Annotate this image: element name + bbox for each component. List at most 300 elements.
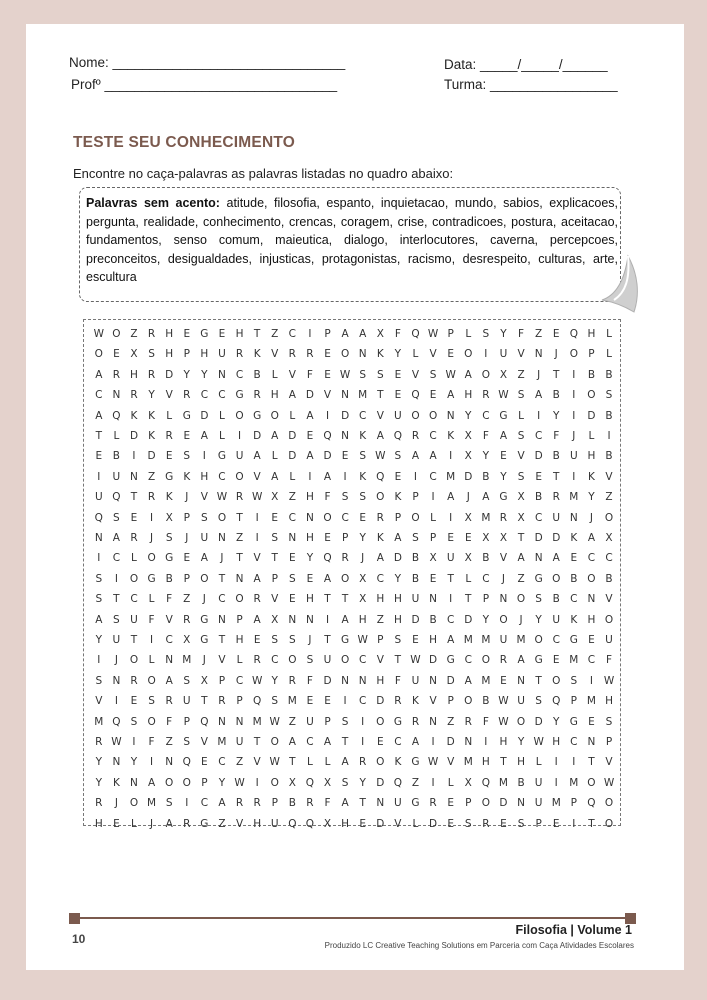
grid-letter[interactable]: U [394, 797, 402, 810]
grid-letter[interactable]: D [200, 409, 209, 422]
grid-letter[interactable]: X [323, 776, 332, 789]
grid-letter[interactable]: H [358, 613, 367, 626]
grid-letter[interactable]: Y [201, 368, 208, 381]
grid-letter[interactable]: A [341, 613, 349, 626]
grid-letter[interactable]: I [114, 572, 118, 585]
grid-letter[interactable]: Q [323, 552, 332, 565]
grid-letter[interactable]: P [605, 736, 613, 748]
grid-letter[interactable]: D [446, 736, 455, 748]
grid-letter[interactable]: X [464, 552, 472, 565]
grid-letter[interactable]: M [358, 389, 368, 402]
grid-letter[interactable]: B [482, 552, 490, 565]
grid-letter[interactable]: B [411, 552, 420, 565]
grid-letter[interactable]: U [605, 634, 613, 646]
grid-letter[interactable]: V [394, 817, 402, 830]
grid-letter[interactable]: O [182, 776, 191, 789]
grid-letter[interactable]: S [517, 817, 525, 830]
grid-letter[interactable]: A [323, 572, 332, 585]
grid-letter[interactable]: G [217, 450, 227, 463]
grid-letter[interactable]: H [393, 593, 402, 606]
grid-letter[interactable]: J [150, 817, 154, 830]
grid-letter[interactable]: N [218, 368, 226, 381]
grid-letter[interactable]: R [235, 348, 244, 361]
grid-letter[interactable]: V [376, 654, 384, 667]
grid-letter[interactable]: V [200, 736, 208, 748]
grid-letter[interactable]: A [200, 430, 208, 442]
grid-letter[interactable]: D [288, 450, 297, 463]
grid-letter[interactable]: I [607, 430, 611, 442]
grid-letter[interactable]: T [341, 736, 349, 748]
grid-letter[interactable]: S [376, 368, 384, 381]
grid-letter[interactable]: X [288, 776, 296, 789]
grid-letter[interactable]: L [306, 756, 313, 769]
grid-letter[interactable]: I [132, 450, 136, 463]
grid-letter[interactable]: S [429, 368, 437, 381]
grid-letter[interactable]: X [605, 532, 613, 544]
grid-letter[interactable]: S [359, 368, 367, 381]
grid-letter[interactable]: E [447, 348, 454, 361]
grid-letter[interactable]: A [447, 389, 455, 402]
grid-letter[interactable]: Y [394, 572, 402, 585]
grid-letter[interactable]: Q [112, 715, 121, 728]
grid-letter[interactable]: S [306, 654, 314, 667]
grid-letter[interactable]: H [235, 328, 244, 340]
grid-letter[interactable]: K [183, 470, 191, 483]
grid-letter[interactable]: J [185, 532, 189, 544]
grid-letter[interactable]: W [251, 491, 263, 504]
grid-letter[interactable]: P [412, 491, 419, 504]
grid-letter[interactable]: J [220, 552, 224, 565]
grid-letter[interactable]: I [484, 736, 488, 748]
grid-letter[interactable]: W [498, 389, 509, 402]
grid-letter[interactable]: A [288, 389, 296, 402]
grid-letter[interactable]: L [430, 511, 436, 524]
grid-letter[interactable]: H [552, 736, 561, 748]
grid-letter[interactable]: X [271, 613, 279, 626]
grid-letter[interactable]: O [481, 654, 490, 667]
grid-letter[interactable]: M [569, 654, 579, 667]
grid-letter[interactable]: R [253, 654, 261, 667]
grid-letter[interactable]: K [570, 613, 578, 626]
grid-letter[interactable]: L [465, 328, 472, 340]
grid-letter[interactable]: W [251, 674, 263, 687]
grid-letter[interactable]: H [305, 491, 314, 504]
grid-letter[interactable]: I [572, 470, 576, 483]
grid-letter[interactable]: J [501, 572, 505, 585]
grid-letter[interactable]: I [202, 450, 206, 463]
grid-letter[interactable]: K [412, 695, 419, 708]
grid-letter[interactable]: U [411, 674, 420, 687]
grid-letter[interactable]: O [604, 613, 614, 626]
grid-letter[interactable]: B [552, 389, 560, 402]
grid-letter[interactable]: D [288, 430, 297, 442]
grid-letter[interactable]: H [200, 470, 209, 483]
grid-letter[interactable]: E [271, 511, 279, 524]
grid-letter[interactable]: X [165, 511, 173, 524]
grid-letter[interactable]: L [535, 756, 542, 769]
grid-letter[interactable]: Q [200, 715, 209, 728]
grid-letter[interactable]: Q [288, 817, 297, 830]
grid-letter[interactable]: B [482, 470, 490, 483]
grid-letter[interactable]: N [376, 797, 385, 810]
grid-letter[interactable]: T [218, 634, 226, 646]
grid-letter[interactable]: Y [553, 715, 560, 728]
grid-letter[interactable]: O [552, 572, 561, 585]
grid-letter[interactable]: C [376, 572, 384, 585]
grid-letter[interactable]: G [446, 654, 455, 667]
grid-letter[interactable]: Y [500, 328, 507, 340]
grid-letter[interactable]: I [185, 797, 189, 810]
grid-letter[interactable]: C [218, 389, 226, 402]
grid-letter[interactable]: G [569, 715, 578, 728]
grid-letter[interactable]: V [499, 552, 508, 565]
grid-letter[interactable]: W [269, 715, 280, 728]
grid-letter[interactable]: L [236, 654, 243, 667]
grid-letter[interactable]: Q [305, 776, 315, 789]
grid-letter[interactable]: P [465, 797, 472, 810]
grid-letter[interactable]: E [306, 695, 314, 708]
grid-letter[interactable]: L [606, 328, 612, 340]
grid-letter[interactable]: G [341, 634, 350, 646]
grid-letter[interactable]: K [165, 491, 173, 504]
grid-letter[interactable]: I [255, 532, 259, 544]
grid-letter[interactable]: P [535, 817, 542, 830]
grid-letter[interactable]: D [534, 450, 543, 463]
grid-letter[interactable]: O [217, 511, 227, 524]
grid-letter[interactable]: P [218, 674, 226, 687]
grid-letter[interactable]: G [200, 328, 209, 340]
grid-letter[interactable]: S [605, 715, 613, 728]
grid-letter[interactable]: I [132, 736, 136, 748]
grid-letter[interactable]: Q [393, 430, 403, 442]
grid-letter[interactable]: S [95, 572, 103, 585]
grid-letter[interactable]: D [429, 817, 438, 830]
grid-letter[interactable]: R [306, 797, 314, 810]
grid-letter[interactable]: J [202, 593, 206, 606]
grid-letter[interactable]: G [165, 470, 174, 483]
grid-letter[interactable]: O [481, 368, 490, 381]
grid-letter[interactable]: M [481, 634, 491, 646]
grid-letter[interactable]: Y [553, 409, 560, 422]
grid-letter[interactable]: S [341, 491, 349, 504]
grid-letter[interactable]: K [148, 409, 156, 422]
grid-letter[interactable]: E [324, 368, 331, 381]
grid-letter[interactable]: Q [253, 695, 262, 708]
grid-letter[interactable]: L [447, 776, 454, 789]
grid-letter[interactable]: E [341, 450, 349, 463]
grid-letter[interactable]: Q [552, 695, 561, 708]
grid-letter[interactable]: E [447, 817, 454, 830]
grid-letter[interactable]: P [429, 532, 437, 544]
grid-letter[interactable]: A [447, 634, 455, 646]
grid-letter[interactable]: K [394, 491, 402, 504]
grid-letter[interactable]: V [605, 593, 613, 606]
grid-letter[interactable]: Y [482, 613, 490, 626]
grid-letter[interactable]: E [359, 817, 367, 830]
grid-letter[interactable]: C [165, 634, 173, 646]
grid-letter[interactable]: O [200, 572, 209, 585]
grid-letter[interactable]: T [553, 470, 560, 483]
grid-letter[interactable]: N [534, 552, 543, 565]
grid-letter[interactable]: Y [148, 389, 155, 402]
grid-letter[interactable]: R [130, 674, 138, 687]
grid-letter[interactable]: O [340, 348, 350, 361]
grid-letter[interactable]: T [588, 756, 595, 769]
grid-letter[interactable]: B [552, 593, 560, 606]
grid-letter[interactable]: P [570, 797, 577, 810]
grid-letter[interactable]: C [394, 736, 402, 748]
grid-letter[interactable]: X [359, 593, 367, 606]
grid-letter[interactable]: V [517, 450, 525, 463]
grid-letter[interactable]: D [341, 409, 350, 422]
grid-letter[interactable]: U [200, 532, 209, 544]
grid-letter[interactable]: C [95, 389, 103, 402]
grid-letter[interactable]: H [235, 634, 244, 646]
grid-letter[interactable]: E [552, 654, 560, 667]
grid-letter[interactable]: S [359, 450, 367, 463]
grid-letter[interactable]: J [519, 613, 523, 626]
grid-letter[interactable]: I [449, 450, 453, 463]
grid-letter[interactable]: A [341, 797, 349, 810]
grid-letter[interactable]: H [376, 593, 385, 606]
grid-letter[interactable]: R [235, 491, 244, 504]
grid-letter[interactable]: H [305, 532, 314, 544]
grid-letter[interactable]: N [341, 430, 350, 442]
grid-letter[interactable]: I [308, 328, 312, 340]
grid-letter[interactable]: N [429, 715, 437, 728]
grid-letter[interactable]: K [394, 756, 402, 769]
grid-letter[interactable]: C [112, 552, 121, 565]
grid-letter[interactable]: M [287, 695, 297, 708]
grid-letter[interactable]: T [377, 389, 384, 402]
grid-letter[interactable]: D [552, 532, 561, 544]
grid-letter[interactable]: E [306, 430, 314, 442]
grid-letter[interactable]: U [569, 450, 578, 463]
grid-letter[interactable]: Z [183, 593, 191, 606]
grid-letter[interactable]: V [517, 348, 525, 361]
grid-letter[interactable]: F [394, 674, 401, 687]
grid-letter[interactable]: G [200, 613, 209, 626]
grid-letter[interactable]: B [482, 695, 490, 708]
grid-letter[interactable]: D [305, 389, 314, 402]
grid-letter[interactable]: I [361, 715, 365, 728]
grid-letter[interactable]: O [376, 715, 385, 728]
grid-letter[interactable]: R [359, 756, 367, 769]
grid-letter[interactable]: E [253, 634, 261, 646]
grid-letter[interactable]: H [341, 817, 350, 830]
grid-letter[interactable]: L [271, 368, 278, 381]
grid-letter[interactable]: A [376, 552, 384, 565]
grid-letter[interactable]: A [411, 450, 420, 463]
grid-letter[interactable]: R [165, 430, 173, 442]
grid-letter[interactable]: Y [500, 470, 507, 483]
grid-letter[interactable]: N [112, 674, 121, 687]
grid-letter[interactable]: Z [411, 776, 420, 789]
grid-letter[interactable]: X [464, 776, 472, 789]
grid-letter[interactable]: Z [271, 328, 279, 340]
grid-letter[interactable]: L [465, 572, 472, 585]
grid-letter[interactable]: G [411, 756, 420, 769]
grid-letter[interactable]: I [325, 409, 330, 422]
grid-letter[interactable]: Y [535, 613, 542, 626]
grid-letter[interactable]: O [270, 409, 279, 422]
grid-letter[interactable]: O [604, 817, 614, 830]
grid-letter[interactable]: C [218, 470, 226, 483]
grid-letter[interactable]: E [429, 572, 437, 585]
grid-letter[interactable]: R [499, 511, 508, 524]
grid-letter[interactable]: E [201, 756, 208, 769]
grid-letter[interactable]: C [235, 674, 244, 687]
grid-letter[interactable]: B [288, 797, 296, 810]
grid-letter[interactable]: M [586, 695, 596, 708]
grid-letter[interactable]: O [340, 654, 350, 667]
grid-letter[interactable]: A [165, 817, 173, 830]
grid-letter[interactable]: N [358, 348, 367, 361]
grid-letter[interactable]: N [429, 674, 437, 687]
grid-letter[interactable]: F [518, 328, 525, 340]
grid-letter[interactable]: I [308, 470, 312, 483]
grid-letter[interactable]: A [253, 613, 261, 626]
grid-letter[interactable]: T [341, 593, 349, 606]
grid-letter[interactable]: X [130, 348, 138, 361]
grid-letter[interactable]: V [288, 368, 296, 381]
grid-letter[interactable]: T [588, 817, 595, 830]
grid-letter[interactable]: Q [112, 409, 121, 422]
grid-letter[interactable]: I [484, 348, 488, 361]
grid-letter[interactable]: K [447, 430, 455, 442]
grid-letter[interactable]: U [94, 491, 103, 504]
grid-letter[interactable]: Y [130, 756, 138, 769]
grid-letter[interactable]: O [129, 572, 139, 585]
grid-letter[interactable]: L [518, 409, 524, 422]
grid-letter[interactable]: I [150, 634, 154, 646]
grid-letter[interactable]: U [112, 634, 121, 646]
grid-letter[interactable]: N [94, 532, 103, 544]
grid-letter[interactable]: S [341, 715, 349, 728]
grid-letter[interactable]: R [253, 389, 261, 402]
grid-letter[interactable]: V [253, 470, 261, 483]
grid-letter[interactable]: N [534, 348, 543, 361]
grid-letter[interactable]: K [570, 532, 578, 544]
grid-letter[interactable]: P [183, 572, 190, 585]
grid-letter[interactable]: Q [182, 756, 191, 769]
grid-letter[interactable]: R [288, 674, 296, 687]
grid-letter[interactable]: N [305, 511, 314, 524]
grid-letter[interactable]: A [535, 389, 543, 402]
grid-letter[interactable]: E [394, 368, 402, 381]
grid-letter[interactable]: O [376, 756, 385, 769]
grid-letter[interactable]: H [94, 817, 103, 830]
grid-letter[interactable]: C [359, 695, 367, 708]
grid-letter[interactable]: A [411, 736, 420, 748]
grid-letter[interactable]: O [288, 654, 297, 667]
grid-letter[interactable]: D [411, 613, 420, 626]
grid-letter[interactable]: G [182, 409, 191, 422]
grid-letter[interactable]: W [375, 450, 386, 463]
grid-letter[interactable]: U [411, 593, 420, 606]
grid-letter[interactable]: Y [359, 776, 366, 789]
grid-letter[interactable]: C [482, 409, 490, 422]
grid-letter[interactable]: X [464, 450, 472, 463]
grid-letter[interactable]: I [431, 491, 435, 504]
grid-letter[interactable]: K [130, 409, 138, 422]
grid-letter[interactable]: T [289, 756, 296, 769]
grid-letter[interactable]: U [499, 634, 508, 646]
grid-letter[interactable]: H [464, 389, 473, 402]
grid-letter[interactable]: R [288, 348, 296, 361]
grid-letter[interactable]: F [482, 430, 489, 442]
grid-letter[interactable]: I [97, 552, 101, 565]
grid-letter[interactable]: Y [394, 348, 402, 361]
grid-letter[interactable]: M [551, 797, 561, 810]
grid-letter[interactable]: A [464, 674, 472, 687]
grid-letter[interactable]: T [130, 491, 138, 504]
grid-letter[interactable]: Y [218, 776, 226, 789]
grid-letter[interactable]: N [235, 572, 244, 585]
grid-letter[interactable]: V [271, 593, 279, 606]
grid-letter[interactable]: N [429, 593, 437, 606]
grid-letter[interactable]: R [165, 695, 173, 708]
grid-letter[interactable]: O [587, 389, 596, 402]
grid-letter[interactable]: T [130, 634, 138, 646]
grid-letter[interactable]: A [306, 450, 314, 463]
grid-letter[interactable]: R [183, 389, 191, 402]
grid-letter[interactable]: M [463, 756, 473, 769]
grid-letter[interactable]: E [570, 552, 578, 565]
grid-letter[interactable]: Q [305, 817, 315, 830]
grid-letter[interactable]: K [359, 470, 367, 483]
grid-letter[interactable]: S [517, 470, 525, 483]
grid-letter[interactable]: A [147, 776, 156, 789]
grid-letter[interactable]: C [429, 430, 437, 442]
grid-letter[interactable]: R [130, 532, 138, 544]
grid-letter[interactable]: D [323, 450, 332, 463]
grid-letter[interactable]: J [361, 552, 365, 565]
grid-letter[interactable]: T [324, 634, 331, 646]
grid-letter[interactable]: C [341, 511, 349, 524]
grid-letter[interactable]: S [148, 695, 155, 708]
grid-letter[interactable]: O [481, 797, 490, 810]
grid-letter[interactable]: W [603, 674, 615, 687]
grid-letter[interactable]: L [131, 817, 137, 830]
grid-letter[interactable]: T [271, 552, 278, 565]
grid-letter[interactable]: O [129, 654, 139, 667]
grid-letter[interactable]: T [517, 532, 525, 544]
grid-letter[interactable]: U [552, 613, 561, 626]
grid-letter[interactable]: W [216, 491, 228, 504]
grid-letter[interactable]: B [411, 572, 420, 585]
grid-letter[interactable]: B [570, 572, 578, 585]
grid-letter[interactable]: A [499, 430, 508, 442]
grid-letter[interactable]: C [130, 593, 138, 606]
grid-letter[interactable]: J [589, 511, 593, 524]
grid-letter[interactable]: B [605, 450, 613, 463]
grid-letter[interactable]: Y [183, 368, 190, 381]
grid-letter[interactable]: S [570, 674, 578, 687]
grid-letter[interactable]: H [429, 634, 438, 646]
grid-letter[interactable]: W [445, 368, 456, 381]
grid-letter[interactable]: S [95, 593, 103, 606]
grid-letter[interactable]: Z [235, 756, 244, 769]
grid-letter[interactable]: D [534, 715, 543, 728]
grid-letter[interactable]: R [130, 389, 138, 402]
grid-letter[interactable]: I [343, 695, 347, 708]
grid-letter[interactable]: Q [376, 470, 385, 483]
grid-letter[interactable]: S [482, 328, 490, 340]
grid-letter[interactable]: T [465, 593, 472, 606]
grid-letter[interactable]: M [569, 491, 579, 504]
grid-letter[interactable]: I [572, 389, 576, 402]
